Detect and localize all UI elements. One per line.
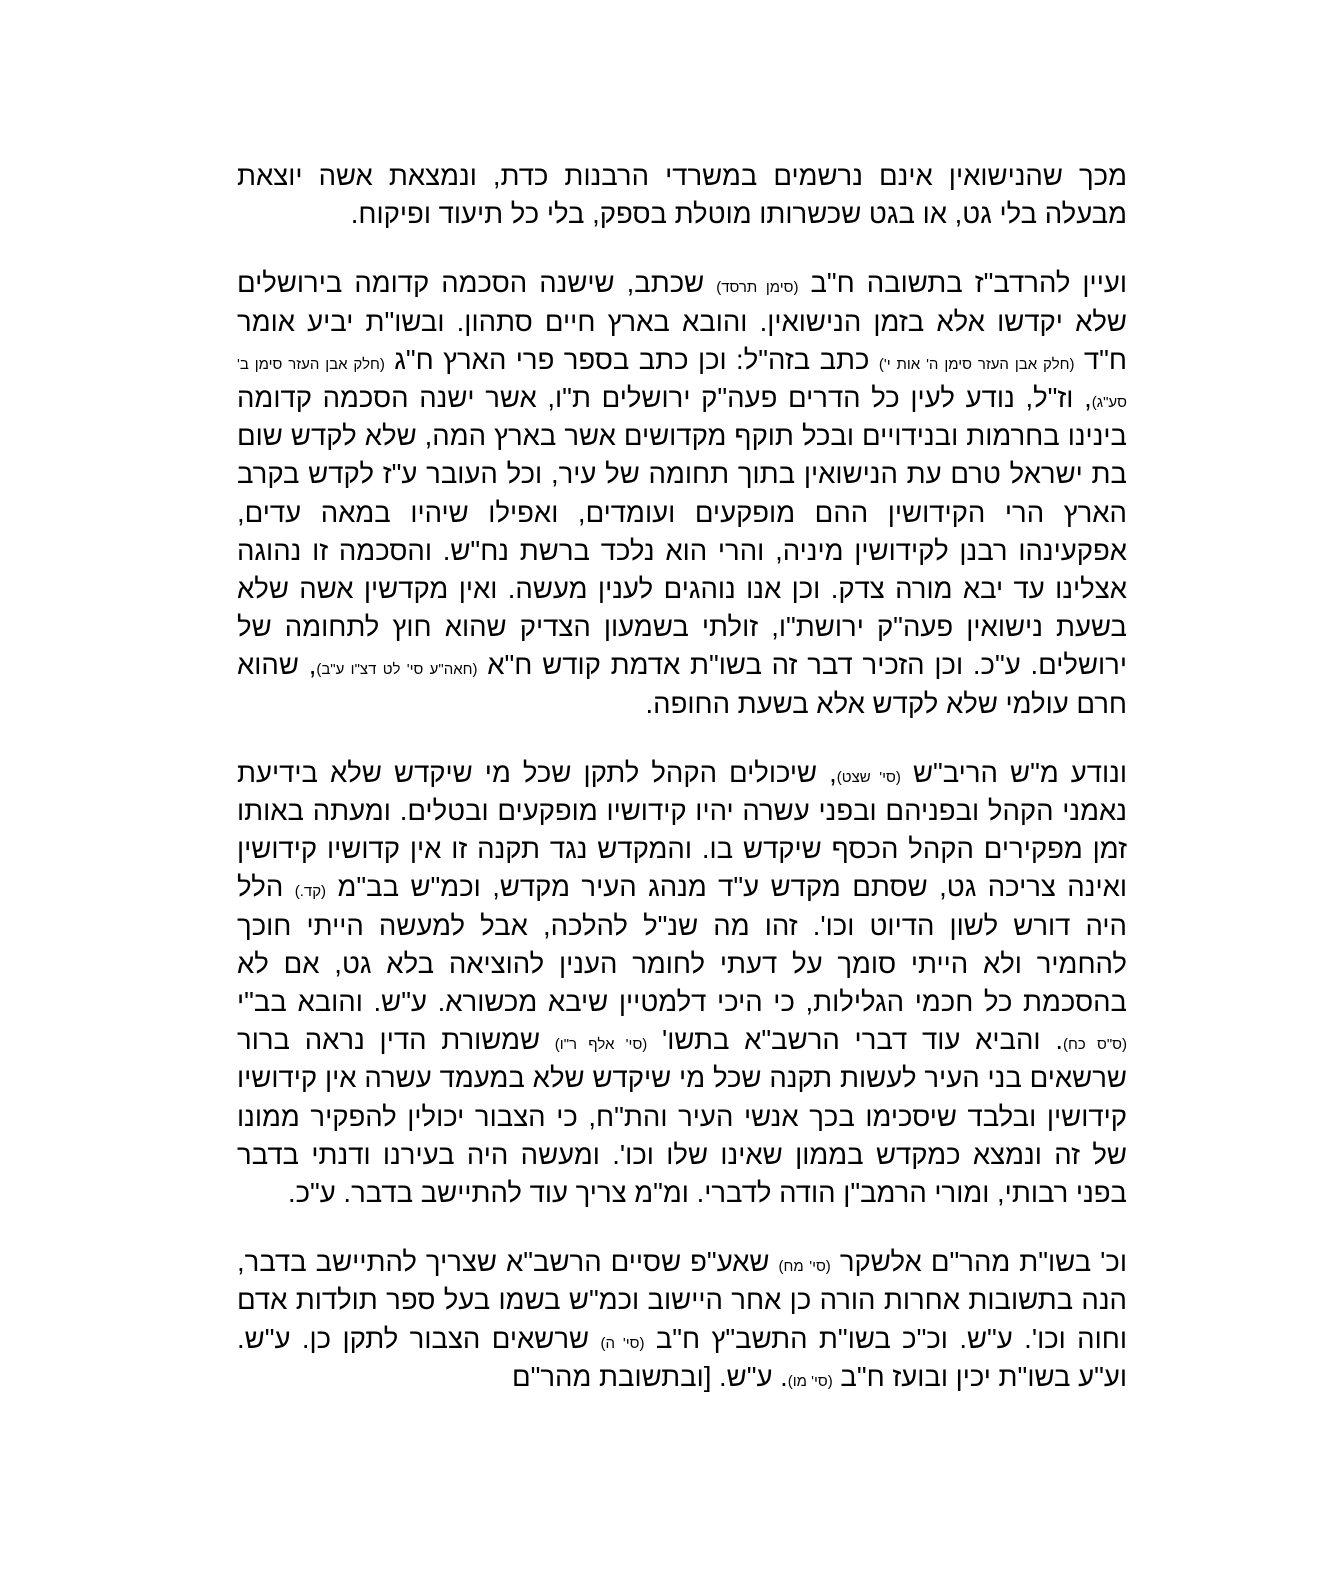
body-text: שכתב, שישנה הסכמה קדומה בירושלים שלא יקדשו אלא בזמן הנישואין. והובא בארץ חיים סתהון. ובשו"ת יביע אומר ח"ד <box>237 267 1127 375</box>
source-reference: (קד.) <box>294 883 327 901</box>
body-text: ונודע מ"ש הריב"ש <box>900 756 1128 788</box>
source-reference: (סי' ה) <box>600 1334 645 1352</box>
source-reference: (סי' מח) <box>778 1258 831 1276</box>
paragraph-4 <box>237 1243 1127 1396</box>
body-text: . ע"ש. [ובתשובת מהר"ם <box>511 1360 788 1392</box>
source-reference: (סי' שצט) <box>836 768 901 786</box>
body-text: , שיכולים הקהל לתקן שכל מי שיקדש שלא בידיעת נאמני הקהל ובפניהם ובפני עשרה יהיו קידושיו מופקעים ובטלים. ומעתה באותו זמן מפקירים הקהל הכסף שיקדש בו. והמקדש נגד תקנה זו אין קדושיו קידושין ואינה צריכה גט, שסתם מקדש ע"ד מנהג העיר מקדש, וכמ"ש בב"מ <box>237 756 1127 903</box>
source-reference: (חאה"ע סי' לט דצ"ו ע"ב) <box>316 661 478 679</box>
body-text: הלל היה דורש לשון הדיוט וכו'. זהו מה שנ"ל להלכה, אבל למעשה הייתי חוכך להחמיר ולא הייתי סומך על דעתי לחומר הענין להוציאה בלא גט, אם לא בהסכמת כל חכמי הגלילות, כי היכי דלמטיין שיבא מכשורא. ע"ש. והובא בב"י <box>237 871 1127 1018</box>
source-reference: (סימן תרסד) <box>716 279 799 297</box>
source-reference: (סי' אלף ר"ו) <box>554 1036 648 1054</box>
source-reference: (חלק אבן העזר סימן ה' אות י') <box>878 355 1075 373</box>
document-page <box>237 157 1127 1427</box>
body-text: שרשאים הצבור לתקן כן. ע"ש. וע"ע בשו"ת יכין ובועז ח"ב <box>237 1322 1127 1392</box>
source-reference: (ס"ס כח) <box>1062 1036 1127 1054</box>
paragraph-2 <box>237 264 1127 722</box>
body-text: וכ' בשו"ת מהר"ם אלשקר <box>830 1246 1127 1278</box>
body-text: , וז"ל, נודע לעין כל הדרים פעה"ק ירושלים ת"ו, אשר ישנה הסכמה קדומה בינינו בחרמות ובנידויים ובכל תוקף מקדושים אשר בארץ המה, שלא לקדש שום בת ישראל טרם עת הנישואין בתוך תחומה של עיר, וכל העובר ע"ז לקדש בקרב הארץ הרי הקידושין ההם מופקעים ועומדים, ואפילו שיהיו במאה עדים, אפקעינהו רבנן לקידושין מיניה, והרי הוא נלכד ברשת נח"ש. והסכמה זו נהוגה אצלינו עד יבא מורה צדק. וכן אנו נוהגים לענין מעשה. ואין מקדשין אשה שלא בשעת נישואין פעה"ק ירושת"ו, זולתי בשמעון הצדיק שהוא חוץ לתחומה של ירושלים. ע"כ. וכן הזכיר דבר זה בשו"ת אדמת קודש ח"א <box>237 382 1128 681</box>
body-text: כתב בזה"ל: וכן כתב בספר פרי הארץ ח"ג <box>384 343 879 375</box>
body-text: שאע"פ שסיים הרשב"א שצריך להתיישב בדבר, הנה בתשובות אחרות הורה כן אחר היישוב וכמ"ש בשמו בעל ספר תולדות אדם וחוה וכו'. ע"ש. וכ"כ בשו"ת התשב"ץ ח"ב <box>237 1246 1127 1354</box>
source-reference: (חלק אבן העזר סימן ב' סע"ג) <box>237 355 1127 412</box>
source-reference: (סי' מו) <box>787 1372 833 1390</box>
paragraph-3 <box>237 754 1127 1212</box>
body-text: ועיין להרדב"ז בתשובה ח"ב <box>798 267 1127 299</box>
paragraph-1 <box>237 157 1127 233</box>
body-text: . והביא עוד דברי הרשב"א בתשו' <box>647 1024 1063 1056</box>
body-text: מכך שהנישואין אינם נרשמים במשרדי הרבנות כדת, ונמצאת אשה יוצאת מבעלה בלי גט, או בגט שכשרותו מוטלת בספק, בלי כל תיעוד ופיקוח. <box>237 160 1127 230</box>
body-text: , שהוא חרם עולמי שלא לקדש אלא בשעת החופה. <box>237 649 1127 719</box>
body-text: שמשורת הדין נראה ברור שרשאים בני העיר לעשות תקנה שכל מי שיקדש שלא במעמד עשרה אין קידושיו קידושין ובלבד שיסכימו בכך אנשי העיר והת"ח, כי הצבור יכולין להפקיר ממונו של זה ונמצא כמקדש בממון שאינו שלו וכו'. ומעשה היה בעירנו ודנתי בדבר בפני רבותי, ומורי הרמב"ן הודה לדברי. ומ"מ צריך עוד להתיישב בדבר. ע"כ. <box>237 1024 1127 1209</box>
